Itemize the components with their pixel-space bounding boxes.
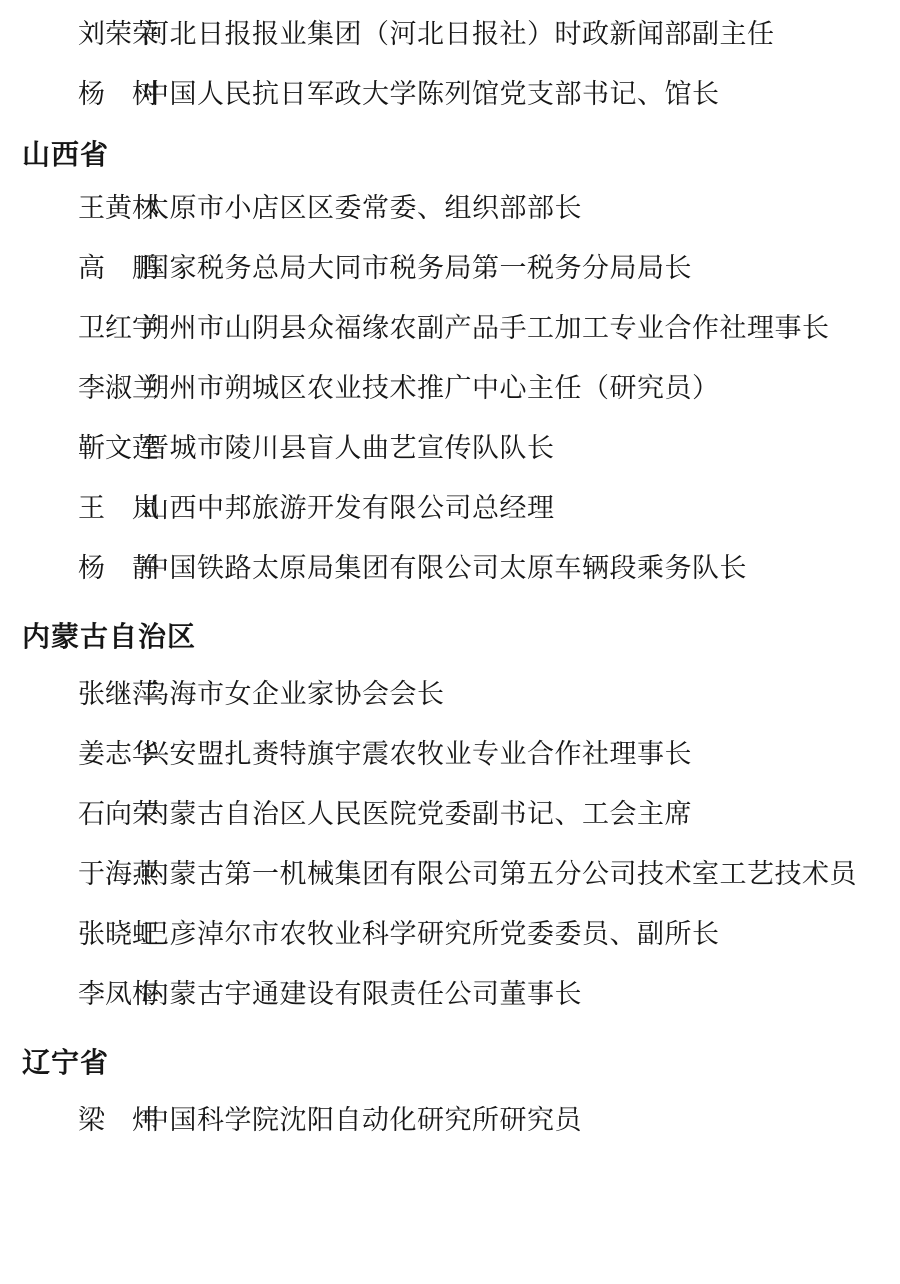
list-item (16, 302, 876, 356)
person-name: 王黄林 (78, 193, 159, 224)
person-name: 高 鹏 (78, 253, 159, 284)
list-item (16, 908, 876, 962)
person-title: 山西中邦旅游开发有限公司总经理 (142, 493, 555, 524)
list-item (16, 788, 876, 842)
person-title: 太原市小店区区委常委、组织部部长 (142, 193, 582, 224)
person-title: 乌海市女企业家协会会长 (142, 679, 445, 710)
person-name: 李淑兰 (78, 373, 159, 404)
person-title: 晋城市陵川县盲人曲艺宣传队队长 (142, 433, 555, 464)
list-item (16, 8, 876, 62)
list-item (16, 668, 876, 722)
person-title: 内蒙古第一机械集团有限公司第五分公司技术室工艺技术员 (142, 859, 857, 890)
list-item (16, 968, 876, 1022)
person-title: 兴安盟扎赉特旗宇震农牧业专业合作社理事长 (142, 739, 692, 770)
region-heading-liaoning: 辽宁省 (22, 1046, 110, 1079)
region-heading-inner-mongolia: 内蒙古自治区 (22, 620, 197, 653)
person-title: 国家税务总局大同市税务局第一税务分局局长 (142, 253, 692, 284)
person-title: 内蒙古自治区人民医院党委副书记、工会主席 (142, 799, 692, 830)
person-name: 靳文莲 (78, 433, 159, 464)
document-section (16, 610, 876, 1022)
person-name: 张继萍 (78, 679, 159, 710)
person-title: 内蒙古宇通建设有限责任公司董事长 (142, 979, 582, 1010)
list-item (16, 362, 876, 416)
person-name: 杨 树 (78, 79, 159, 110)
list-item (16, 848, 876, 902)
person-title: 中国科学院沈阳自动化研究所研究员 (142, 1105, 582, 1136)
list-item (16, 182, 876, 236)
document-section (16, 1036, 876, 1148)
person-title: 朔州市山阴县众福缘农副产品手工加工专业合作社理事长 (142, 313, 830, 344)
person-name: 卫红宇 (78, 313, 159, 344)
person-name: 于海燕 (78, 859, 159, 890)
list-item (16, 542, 876, 596)
list-item (16, 482, 876, 536)
person-name: 张晓虹 (78, 919, 159, 950)
document-section (16, 8, 876, 122)
person-title: 中国铁路太原局集团有限公司太原车辆段乘务队长 (142, 553, 747, 584)
list-item (16, 242, 876, 296)
person-title: 朔州市朔城区农业技术推广中心主任（研究员） (142, 373, 720, 404)
person-name: 梁 炜 (78, 1105, 159, 1136)
person-name: 刘荣荣 (78, 19, 159, 50)
person-name: 李凤梅 (78, 979, 159, 1010)
person-title: 河北日报报业集团（河北日报社）时政新闻部副主任 (142, 19, 775, 50)
person-title: 巴彦淖尔市农牧业科学研究所党委委员、副所长 (142, 919, 720, 950)
person-name: 石向荣 (78, 799, 159, 830)
person-name: 杨 静 (78, 553, 159, 584)
list-item (16, 1094, 876, 1148)
document-section (16, 128, 876, 596)
list-item (16, 728, 876, 782)
list-item (16, 422, 876, 476)
person-name: 姜志华 (78, 739, 159, 770)
person-title: 中国人民抗日军政大学陈列馆党支部书记、馆长 (142, 79, 720, 110)
person-name: 王 岚 (78, 493, 159, 524)
region-heading-shanxi: 山西省 (22, 138, 110, 171)
list-item (16, 68, 876, 122)
